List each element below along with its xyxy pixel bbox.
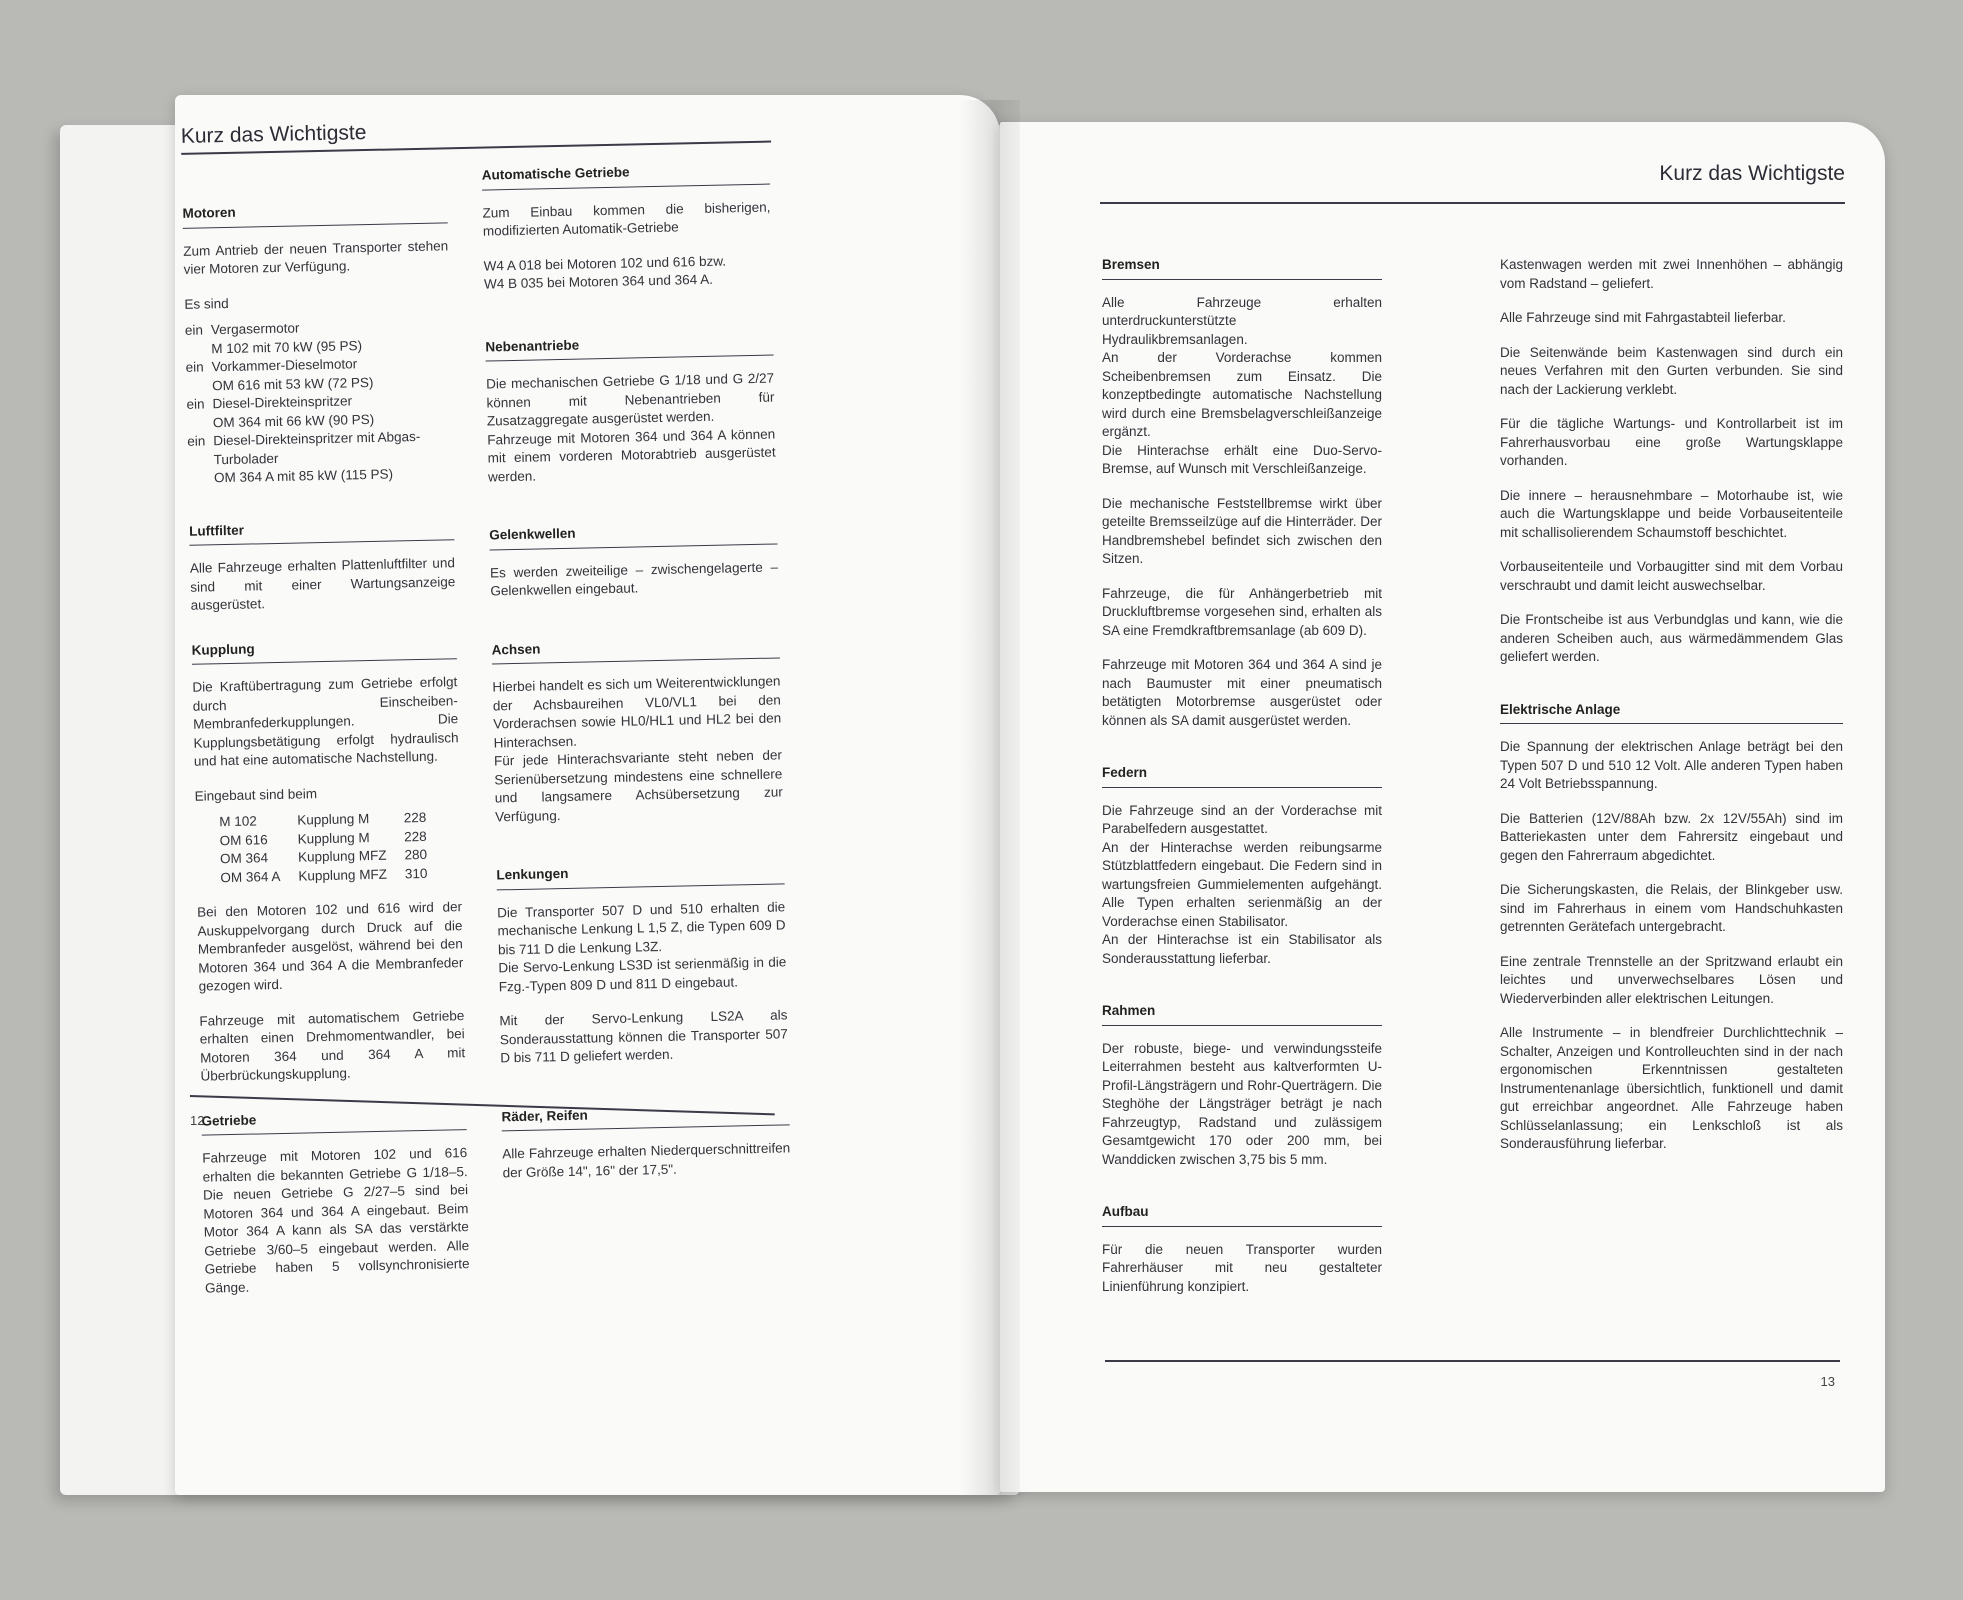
paragraph: Bei den Motoren 102 und 616 wird der Auskuppelvorgang durch Druck auf die Membranfeder ausgelöst, während bei den Motoren 364 und 364 A die Membranfeder gezogen wird. xyxy=(196,899,464,994)
paragraph: Die Seitenwände beim Kastenwagen sind durch ein neues Verfahren mit den Gurten verbunden. Sie sind nach der Lackierung verklebt. xyxy=(1500,344,1843,397)
section-rahmen xyxy=(1102,1002,1382,1169)
section-heading: Federn xyxy=(1102,764,1382,788)
right-page-number: 13 xyxy=(1820,1374,1835,1389)
section-nebenantriebe xyxy=(485,332,776,486)
section-getriebe xyxy=(201,1107,470,1298)
section-heading: Räder, Reifen xyxy=(501,1102,789,1132)
section-federn xyxy=(1102,764,1382,968)
left-page xyxy=(175,95,1000,1495)
paragraph: An der Hinterachse ist ein Stabilisator als Sonderausstattung lieferbar. xyxy=(1102,932,1382,966)
paragraph: Kastenwagen werden mit zwei Innenhöhen – abhängig vom Radstand – geliefert. xyxy=(1500,257,1843,291)
left-page-number: 12 xyxy=(190,1113,205,1128)
right-header-rule xyxy=(1100,202,1845,204)
list-item-spec: OM 364 A mit 85 kW (115 PS) xyxy=(213,466,394,486)
section-heading: Lenkungen xyxy=(496,860,784,890)
section-heading: Elektrische Anlage xyxy=(1500,701,1843,725)
paragraph: Die Batterien (12V/88Ah bzw. 2x 12V/55Ah) sind im Batteriekasten unter dem Fahrersitz eingebaut und gegen den Fahrerraum abgedichtet. xyxy=(1500,810,1843,863)
paragraph: Eingebaut sind beim xyxy=(194,785,318,804)
left-column-1 xyxy=(182,199,470,1323)
paragraph: An der Hinterachse werden reibungsarme Stützblattfedern eingebaut. Die Federn sind in wartungsfreien Gummielementen aufgehängt. Alle Typen erhalten serienmäßig an der Vorderachse einen Stabilisator. xyxy=(1102,839,1382,929)
paragraph: Mit der Servo-Lenkung LS2A als Sonderausstattung können die Transporter 507 D bis 711 D geliefert werden. xyxy=(499,1007,788,1066)
section-achsen xyxy=(492,635,784,826)
right-column-1 xyxy=(1102,256,1382,1322)
paragraph: Fahrzeuge mit Motoren 364 und 364 A können mit einem vorderen Motorabtrieb ausgerüstet werden. xyxy=(487,426,776,485)
right-column-2 xyxy=(1500,256,1843,1180)
right-footer-rule xyxy=(1105,1360,1840,1362)
section-automatische-getriebe xyxy=(482,161,773,295)
kupplung-table xyxy=(219,809,446,888)
paragraph: Die Sicherungskasten, die Relais, der Blinkgeber usw. sind im Fahrerhaus in einem vom Handschuhkasten getrennten Gerätefach untergebracht. xyxy=(1500,882,1843,934)
table-row: OM 364 Kupplung MFZ 280 xyxy=(219,846,428,867)
paragraph: Alle Instrumente – in blendfreier Durchlichttechnik – Schalter, Anzeigen und Kontrolleuchten sind in der nach ergonomischen Erkenntnissen gestalteten Instrumentenanlage übersichtlich, funktionell und damit gut erreichbar angeordnet. Alle Fahrzeuge haben Schlüsselanlassung; ein Lenkschloß ist als Sonderausführung lieferbar. xyxy=(1500,1025,1843,1151)
paragraph: Der robuste, biege- und verwindungssteife Leiterrahmen besteht aus kaltverformten U-Profil-Längsträgern und Rohr-Querträgern. Die Steghöhe der Längsträger beträgt je nach Fahrzeugtyp, Radstand und zulässigem Gesamtgewicht 170 oder 200 mm, bei Wanddicken zwischen 3,75 bis 5 mm. xyxy=(1102,1040,1382,1167)
list-item: ein Vergasermotor xyxy=(184,320,300,338)
paragraph: Es sind xyxy=(184,295,229,312)
section-heading: Bremsen xyxy=(1102,256,1382,280)
paragraph: Zum Antrieb der neuen Transporter stehen vier Motoren zur Verfügung. xyxy=(183,237,449,277)
paragraph: W4 B 035 bei Motoren 364 und 364 A. xyxy=(483,271,714,292)
paragraph: Zum Einbau kommen die bisherigen, modifizierten Automatik-Getriebe xyxy=(482,199,771,239)
section-kupplung xyxy=(191,636,465,1086)
section-aufbau xyxy=(1102,1203,1382,1296)
paragraph: Die mechanischen Getriebe G 1/18 und G 2/27 können mit Nebenantrieben für Zusatzaggregate ausgerüstet werden. xyxy=(485,370,775,429)
paragraph: Die Hinterachse erhält eine Duo-Servo-Bremse, auf Wunsch mit Verschleißanzeige. xyxy=(1102,442,1382,476)
list-item: ein Diesel-Direkteinspritzer mit Abgas-Turbolader xyxy=(187,428,421,467)
paragraph: Die Fahrzeuge sind an der Vorderachse mit Parabelfedern ausgestattet. xyxy=(1102,802,1382,836)
paragraph: Für die tägliche Wartungs- und Kontrollarbeit ist im Fahrerhausvorbau eine große Wartungsklappe vorhanden. xyxy=(1500,416,1843,468)
paragraph: Alle Fahrzeuge erhalten Niederquerschnittreifen der Größe 14", 16" der 17,5". xyxy=(502,1140,791,1180)
paragraph: Eine zentrale Trennstelle an der Spritzwand erlaubt ein leichtes und unverwechselbares Lösen und Wiederverbinden aller elektrischen Leitungen. xyxy=(1500,953,1843,1006)
section-heading: Getriebe xyxy=(201,1107,466,1136)
section-lenkungen xyxy=(496,860,788,1067)
paragraph: Fahrzeuge mit automatischem Getriebe erhalten einen Drehmomentwandler, bei Motoren 364 und 364 A mit Überbrückungskupplung. xyxy=(199,1007,466,1084)
table-row: M 102 Kupplung M 228 xyxy=(219,809,427,830)
section-heading: Rahmen xyxy=(1102,1002,1382,1026)
paragraph: An der Vorderachse kommen Scheibenbremsen zum Einsatz. Die konzeptbedingte automatische Nachstellung wird durch eine Bremsbelagverschleißanzeige ergänzt. xyxy=(1102,350,1382,439)
paragraph: Es werden zweiteilige – zwischengelagerte – Gelenkwellen eingebaut. xyxy=(489,558,779,599)
paragraph: Die Spannung der elektrischen Anlage beträgt bei den Typen 507 D und 510 12 Volt. Alle anderen Typen haben 24 Volt Betriebsspannung. xyxy=(1500,739,1843,791)
paragraph: Die Frontscheibe ist aus Verbundglas und kann, wie die anderen Scheiben auch, aus wärmedämmendem Glas geliefert werden. xyxy=(1500,612,1843,664)
paragraph: Fahrzeuge mit Motoren 364 und 364 A sind je nach Baumuster mit einer pneumatisch betätigten Motorbremse ausgerüstet oder können als SA damit ausgerüstet werden. xyxy=(1102,657,1382,728)
list-item: ein Diesel-Direkteinspritzer xyxy=(186,393,353,412)
list-item-spec: OM 364 mit 66 kW (90 PS) xyxy=(212,411,375,430)
list-item-spec: OM 616 mit 53 kW (72 PS) xyxy=(211,374,374,393)
section-gelenkwellen xyxy=(489,520,778,601)
section-elektrische-anlage xyxy=(1500,701,1843,1154)
left-page-title: Kurz das Wichtigste xyxy=(180,121,367,148)
list-item-spec: M 102 mit 70 kW (95 PS) xyxy=(211,337,363,356)
section-heading: Nebenantriebe xyxy=(485,332,773,362)
section-heading: Luftfilter xyxy=(189,517,454,546)
right-page xyxy=(1000,122,1885,1492)
paragraph: Für die neuen Transporter wurden Fahrerhäuser mit neu gestalteter Linienführung konzipiert. xyxy=(1102,1241,1382,1294)
section-heading: Motoren xyxy=(182,199,447,228)
paragraph: Die Transporter 507 D und 510 erhalten die mechanische Lenkung L 1,5 Z, die Typen 609 D bis 711 D die Lenkung L3Z. xyxy=(497,898,786,957)
paragraph: Fahrzeuge, die für Anhängerbetrieb mit Druckluftbremse vorgesehen sind, erhalten als SA eine Fremdkraftbremsanlage (ab 609 D). xyxy=(1102,585,1382,638)
paragraph: Für jede Hinterachsvariante steht neben der Serienübersetzung mindestens eine schnellere und langsamere Achsübersetzung zur Verfügung. xyxy=(493,747,783,824)
paragraph: Die mechanische Feststellbremse wirkt über geteilte Bremsseilzüge auf die Hinterräder. Der Handbremshebel befindet sich zwischen den Sitzen. xyxy=(1102,495,1382,566)
engine-list xyxy=(185,316,453,488)
paragraph: Die Servo-Lenkung LS3D ist serienmäßig in die Fzg.-Typen 809 D und 811 D eingebaut. xyxy=(498,954,787,994)
section-luftfilter xyxy=(189,517,456,616)
section-heading: Aufbau xyxy=(1102,1203,1382,1227)
paragraph: Hierbei handelt es sich um Weiterentwicklungen der Achsbaureihen VL0/VL1 bei den Vorderachsen sowie HL0/HL1 und HL2 bei den Hinterachsen. xyxy=(492,673,782,750)
paragraph: Vorbauseitenteile und Vorbaugitter sind mit dem Vorbau verschraubt und damit leicht auswechselbar. xyxy=(1500,559,1843,593)
table-row: OM 616 Kupplung M 228 xyxy=(219,828,427,848)
section-heading: Automatische Getriebe xyxy=(482,161,770,191)
table-row: OM 364 A Kupplung MFZ 310 xyxy=(220,865,428,885)
paragraph: Die Kraftübertragung zum Getriebe erfolgt durch Einscheiben-Membranfederkupplungen. Die Kupplungsbetätigung erfolgt hydraulisch und hat eine automatische Nachstellung. xyxy=(192,674,459,769)
section-heading: Gelenkwellen xyxy=(489,520,777,550)
paragraph: Alle Fahrzeuge erhalten unterdruckunterstützte Hydraulikbremsanlagen. xyxy=(1102,294,1382,347)
section-bremsen xyxy=(1102,256,1382,730)
paragraph: Alle Fahrzeuge erhalten Plattenluftfilter und sind mit einer Wartungsanzeige ausgerüstet. xyxy=(189,555,456,613)
paragraph: Fahrzeuge mit Motoren 102 und 616 erhalten die bekannten Getriebe G 1/18–5. Die neuen Getriebe G 2/27–5 sind bei Motoren 364 und 364 A eingebaut. Beim Motor 364 A kann als SA das verstärkte Getriebe 3/60–5 eingebaut werden. Alle Getriebe haben 5 vollsynchronisierte Gänge. xyxy=(202,1145,470,1296)
section-heading: Kupplung xyxy=(191,636,456,665)
paragraph: Alle Fahrzeuge sind mit Fahrgastabteil lieferbar. xyxy=(1500,310,1786,325)
right-page-title: Kurz das Wichtigste xyxy=(1659,162,1845,185)
list-item: ein Vorkammer-Dieselmotor xyxy=(185,356,358,375)
section-motoren xyxy=(182,199,453,488)
section-heading: Achsen xyxy=(492,635,780,665)
left-column-2 xyxy=(482,161,792,1209)
paragraph: W4 A 018 bei Motoren 102 und 616 bzw. xyxy=(483,252,727,274)
paragraph: Die innere – herausnehmbare – Motorhaube ist, wie auch die Wartungsklappe und beide Vorbauseitenteile mit schallisolierendem Schaumstoff beschichtet. xyxy=(1500,487,1843,540)
